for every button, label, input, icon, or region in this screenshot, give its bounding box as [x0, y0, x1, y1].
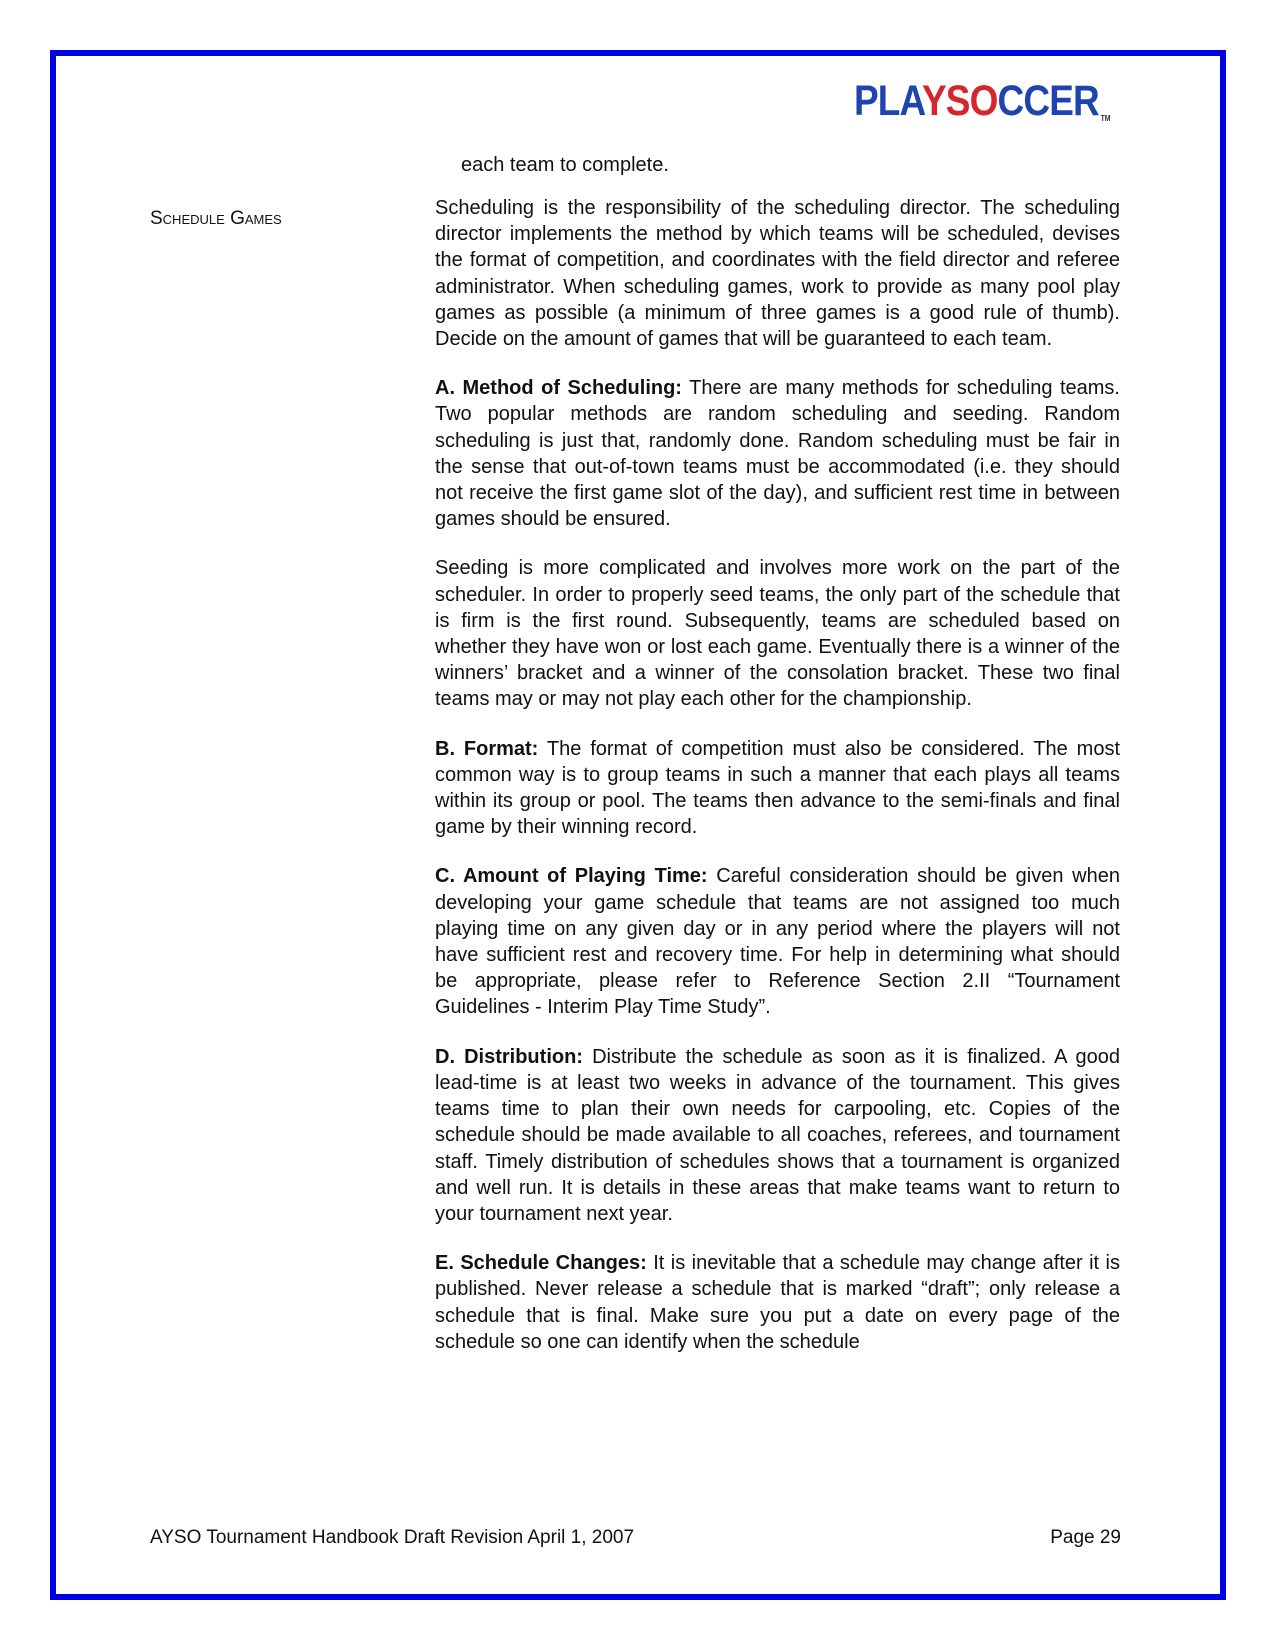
paragraph-heading: B. Format: [435, 737, 539, 760]
trademark-symbol: TM [1100, 114, 1111, 123]
paragraph-text: There are many methods for scheduling teams. Two popular methods are random scheduling and seeding. Random scheduling is just that, randomly done. Random scheduling must be fair in the sense that out-of-town teams must be accommodated (i.e. they should not receive the first game slot of the day), and sufficient rest time in between games should be ensured. [435, 377, 1120, 531]
section-label [150, 207, 282, 231]
playsoccer-logo [854, 77, 1111, 125]
paragraph-text: The format of competition must also be considered. The most common way is to group teams in such a manner that each plays all teams within its group or pool. The teams then advance to the semi-finals and final game by their winning record. [435, 737, 1120, 839]
logo-part-1: PLA [854, 77, 922, 125]
section-intro: Scheduling is the responsibility of the scheduling director. The scheduling director implements the method by which teams will be scheduled, devises the format of competition, and coordinates with the field director and referee administrator. When scheduling games, work to provide as many pool play games as possible (a minimum of three games is a good rule of thumb). Decide on the amount of games that will be guaranteed to each team. [435, 197, 1120, 351]
paragraph-heading: D. Distribution: [435, 1045, 583, 1068]
continuation-text [435, 152, 1146, 178]
continuation-line: each team to complete. [461, 154, 669, 176]
section-paragraph [435, 375, 1120, 532]
footer-page-number: Page 29 [1050, 1527, 1121, 1548]
paragraph-text: Seeding is more complicated and involves more work on the part of the scheduler. In order to properly seed teams, the only part of the schedule that is firm is the first round. Subsequently, teams are scheduled based on whether they have won or lost each game. Eventually there is a winner of the winners’ bracket and a winner of the consolation bracket. These two final teams may or may not play each other for the championship. [435, 557, 1120, 711]
section-paragraph [435, 863, 1120, 1020]
section-paragraph [435, 736, 1120, 841]
section-paragraph [435, 1250, 1120, 1355]
paragraph-text: Careful consideration should be given when developing your game schedule that teams are not assigned too much playing time on any given day or in any period where the players will not have sufficient rest and recovery time. For help in determining what should be appropriate, please refer to Reference Section 2.II “Tournament Guidelines - Interim Play Time Study”. [435, 865, 1120, 1019]
paragraph-heading: A. Method of Scheduling: [435, 377, 682, 400]
paragraph-text: It is inevitable that a schedule may change after it is published. Never release a schedule that is marked “draft”; only release a schedule that is final. Make sure you put a date on every page of the schedule so one can identify when the schedule [435, 1252, 1120, 1353]
section-body [435, 195, 1120, 1355]
footer-document-title: AYSO Tournament Handbook Draft Revision April 1, 2007 [150, 1527, 635, 1548]
paragraph-heading: C. Amount of Playing Time: [435, 865, 708, 888]
logo-part-3: CCER [997, 77, 1099, 125]
section-label-text: Schedule Games [150, 208, 282, 229]
logo-part-2: YSO [921, 77, 998, 125]
paragraph-heading: E. Schedule Changes: [435, 1252, 647, 1275]
section-paragraph [435, 555, 1120, 712]
section-paragraph [435, 1044, 1120, 1227]
paragraph-text: Distribute the schedule as soon as it is finalized. A good lead-time is at least two weeks in advance of the tournament. This gives teams time to plan their own needs for carpooling, etc. Copies of the schedule should be made available to all coaches, referees, and tournament staff. Timely distribution of schedules shows that a tournament is organized and well run. It is details in these areas that make teams want to return to your tournament next year. [435, 1045, 1120, 1225]
